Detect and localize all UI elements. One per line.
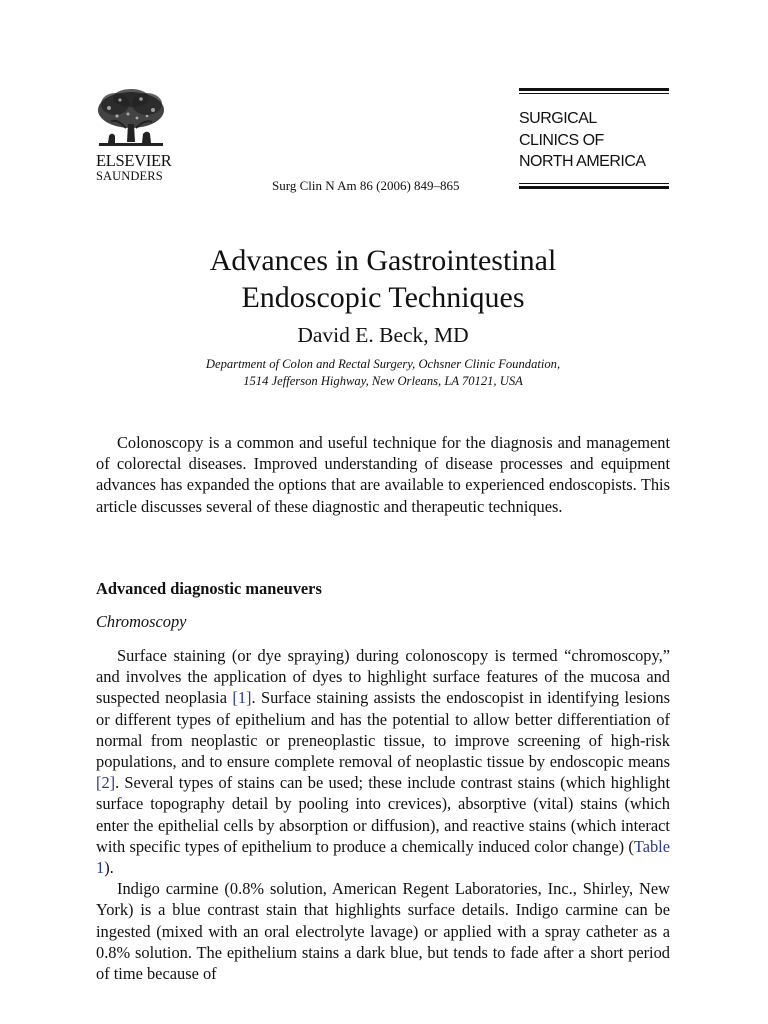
journal-name	[519, 108, 669, 173]
article-title	[96, 242, 670, 316]
author-affiliation	[96, 356, 670, 390]
subsection-heading: Chromoscopy	[96, 612, 187, 631]
masthead-rule-top	[519, 88, 669, 91]
paragraph-text: ).	[104, 858, 114, 878]
masthead-rule-top-thin	[519, 93, 669, 94]
masthead-rule-bottom	[519, 186, 669, 189]
body-text	[96, 645, 670, 984]
section-heading: Advanced diagnostic maneuvers	[96, 579, 322, 598]
reference-link[interactable]: [1]	[232, 688, 252, 708]
body-paragraph: Indigo carmine (0.8% solution, American Regent Laboratories, Inc., Shirley, New York) is a blue contrast stain that highlights surface details. Indigo carmine can be ingested (mixed with an oral electrolyte lavage) or applied with a spray catheter as a 0.8% solution. The epithelium stains a dark blue, but tends to fade after a short period of time because of	[96, 879, 670, 984]
paragraph-text: . Surface staining assists the endoscopist in identifying lesions or different types of epithelium and has the potential to allow better differentiation of normal from neoplastic or preneoplastic tissue, to improve screening of high-risk populations, and to ensure complete removal of neoplastic tissue by endoscopic means	[96, 688, 670, 772]
affiliation-line: 1514 Jefferson Highway, New Orleans, LA 70121, USA	[243, 374, 523, 388]
reference-link[interactable]: [2]	[96, 773, 116, 793]
paragraph-text: Surface staining (or dye spraying) during colonoscopy is termed “chromoscopy,” and involves the application of dyes to highlight surface features of the mucosa and suspected neoplasia	[96, 646, 670, 708]
masthead-rule-bottom-thin	[519, 183, 669, 184]
article-author: David E. Beck, MD	[297, 323, 469, 347]
journal-citation: Surg Clin N Am 86 (2006) 849–865	[272, 178, 460, 193]
article-title-line: Endoscopic Techniques	[241, 281, 525, 314]
journal-masthead	[519, 88, 669, 189]
elsevier-tree-logo-icon	[95, 88, 167, 152]
body-paragraph	[96, 645, 670, 878]
article-title-line: Advances in Gastrointestinal	[209, 244, 557, 277]
journal-name-line: SURGICAL	[519, 110, 597, 127]
abstract-paragraph: Colonoscopy is a common and useful technique for the diagnosis and management of colorectal diseases. Improved understanding of disease processes and equipment advances has expanded the options that are available to experienced endoscopists. This article discusses several of these diagnostic and therapeutic techniques.	[96, 433, 670, 516]
publisher-imprint: SAUNDERS	[96, 169, 163, 183]
table-link[interactable]: Table 1	[96, 836, 670, 878]
publisher-name: ELSEVIER	[96, 151, 172, 170]
journal-name-line: NORTH AMERICA	[519, 153, 646, 170]
journal-name-line: CLINICS OF	[519, 131, 604, 149]
paragraph-text: . Several types of stains can be used; these include contrast stains (which highlight surface topography detail by pooling into crevices), absorptive (vital) stains (which enter the epithelial cells by absorption or diffusion), and reactive stains (which interact with specific types of epithelium to produce a chemically induced color change) (	[96, 773, 670, 856]
affiliation-line: Department of Colon and Rectal Surgery, Ochsner Clinic Foundation,	[205, 357, 561, 371]
